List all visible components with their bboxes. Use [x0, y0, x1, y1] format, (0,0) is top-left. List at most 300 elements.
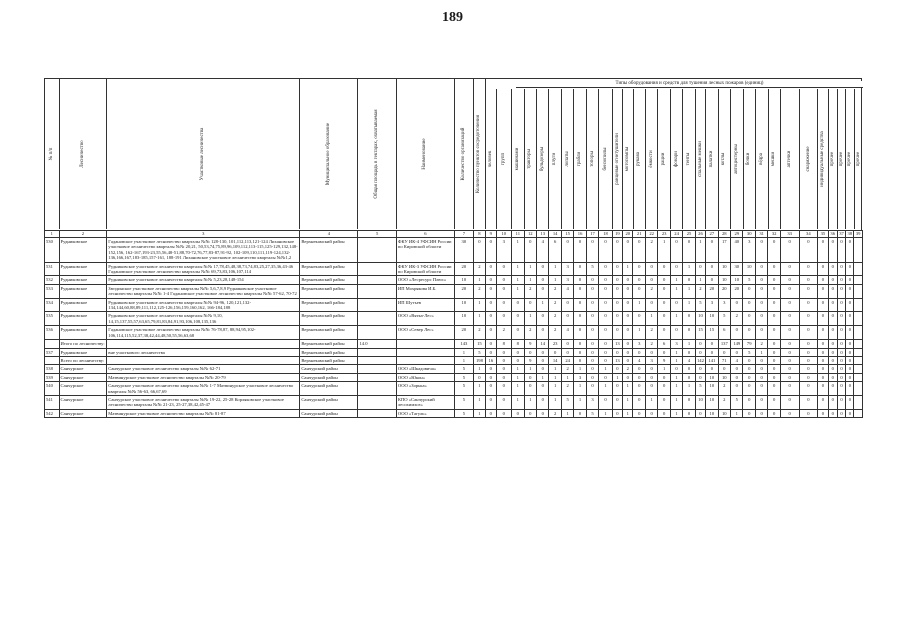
value-cell: 0 — [755, 326, 767, 340]
column-header-label: прочее — [829, 151, 835, 167]
value-cell — [854, 395, 862, 409]
column-header — [60, 79, 108, 229]
value-cell: 0 — [612, 238, 622, 263]
value-cell: 0 — [586, 348, 598, 356]
value-cell: 0 — [486, 382, 496, 396]
area — [358, 262, 396, 276]
value-cell: 1 — [455, 356, 474, 364]
column-header-label: топоры — [589, 151, 595, 167]
value-cell: 0 — [837, 365, 845, 373]
value-cell: 10 — [695, 395, 705, 409]
value-cell: 0 — [818, 356, 828, 364]
column-index: 23 — [658, 231, 670, 238]
column-index: 3 — [107, 231, 300, 238]
value-cell: 0 — [586, 340, 598, 348]
value-cell: 0 — [536, 312, 548, 326]
table-row — [45, 238, 863, 263]
value-cell: 0 — [658, 298, 670, 312]
value-cell: 0 — [524, 348, 536, 356]
value-cell: 0 — [818, 409, 828, 417]
area — [358, 348, 396, 356]
organization: КПО «Санчурский лесохимхоз» — [396, 395, 454, 409]
area: 14.0 — [358, 340, 396, 348]
value-cell: 0 — [586, 284, 598, 298]
column-header-label: прочее — [838, 151, 844, 167]
row-number: 538 — [45, 365, 60, 373]
forestry-name: Рудниковское — [59, 276, 107, 284]
value-cell: 0 — [706, 365, 718, 373]
value-cell: 0 — [846, 276, 854, 284]
value-cell: 0 — [828, 298, 837, 312]
value-cell: 10 — [706, 409, 718, 417]
value-cell: 5 — [455, 409, 474, 417]
value-cell: 3 — [645, 356, 657, 364]
column-index: 26 — [695, 231, 705, 238]
value-cell: 0 — [706, 238, 718, 263]
value-cell: 0 — [768, 298, 780, 312]
value-cell — [854, 373, 862, 381]
value-cell: 30 — [455, 238, 474, 263]
value-cell: 0 — [846, 382, 854, 396]
value-cell: 149 — [731, 340, 743, 348]
value-cell: 0 — [574, 340, 586, 348]
value-cell: 0 — [670, 298, 682, 312]
value-cell: 0 — [486, 395, 496, 409]
value-cell: 0 — [828, 409, 837, 417]
value-cell: 2 — [496, 326, 512, 340]
value-cell: 0 — [599, 348, 612, 356]
value-cell: 0 — [599, 395, 612, 409]
column-index: 20 — [623, 231, 633, 238]
value-cell: 0 — [612, 326, 622, 340]
value-cell: 0 — [633, 262, 645, 276]
column-index: 39 — [855, 231, 861, 236]
value-cell: 0 — [496, 395, 512, 409]
value-cell: 2 — [695, 284, 705, 298]
value-cell: 1 — [549, 276, 561, 284]
column-header-label: Участковые лесничества — [200, 127, 206, 181]
value-cell: 0 — [536, 262, 548, 276]
value-cell: 0 — [586, 373, 598, 381]
value-cell: 0 — [586, 382, 598, 396]
value-cell: 0 — [706, 276, 718, 284]
column-header-label: грабли — [577, 151, 583, 167]
column-header — [537, 89, 549, 229]
value-cell: 1 — [695, 238, 705, 263]
value-cell: 0 — [828, 373, 837, 381]
value-cell: 0 — [612, 395, 622, 409]
value-cell: 30 — [731, 262, 743, 276]
value-cell: 0 — [755, 284, 767, 298]
forest-districts — [107, 340, 300, 348]
value-cell: 1 — [670, 409, 682, 417]
column-index-row — [45, 231, 863, 238]
column-header-label: спальные мешки — [697, 141, 703, 177]
value-cell: 1 — [512, 262, 524, 276]
column-header — [512, 89, 524, 229]
value-cell: 1 — [512, 395, 524, 409]
forest-districts: Матвинурское участковое лесничество кварталы №№ 20-79 — [107, 373, 300, 381]
forest-districts: Зюздинское участковое лесничество кварталы №№ 5,6,7,8,9 Рудниковское участковое лесничество кварталы №№ 1-4 Гадановское участковое лесничество кварталы №№ 57-62, 70-72 — [107, 284, 300, 298]
table-header — [44, 78, 862, 230]
column-index: 7 — [455, 231, 474, 238]
value-cell: 0 — [818, 395, 828, 409]
value-cell — [854, 409, 862, 417]
value-cell: 0 — [496, 382, 512, 396]
column-header-label: фонари — [673, 151, 679, 167]
value-cell: 0 — [828, 356, 837, 364]
value-cell: 0 — [536, 382, 548, 396]
value-cell: 0 — [743, 409, 755, 417]
value-cell: 6 — [549, 238, 561, 263]
value-cell: 0 — [780, 262, 799, 276]
value-cell: 1 — [623, 382, 633, 396]
table-row — [45, 409, 863, 417]
value-cell: 0 — [828, 284, 837, 298]
value-cell: 0 — [683, 238, 695, 263]
value-cell — [854, 298, 862, 312]
value-cell: 2 — [645, 284, 657, 298]
value-cell: 20 — [455, 326, 474, 340]
value-cell: 6 — [718, 326, 730, 340]
value-cell: 0 — [768, 312, 780, 326]
value-cell — [854, 348, 862, 356]
value-cell — [854, 262, 862, 276]
value-cell: 2 — [473, 262, 485, 276]
value-cell: 1 — [645, 312, 657, 326]
value-cell: 0 — [768, 365, 780, 373]
value-cell: 16 — [486, 356, 496, 364]
value-cell: 1 — [561, 409, 573, 417]
value-cell: 71 — [718, 356, 730, 364]
page-number: 189 — [442, 10, 463, 25]
value-cell: 0 — [837, 298, 845, 312]
value-cell: 0 — [486, 348, 496, 356]
value-cell: 0 — [536, 365, 548, 373]
value-cell: 0 — [683, 373, 695, 381]
column-index: 1 — [45, 231, 60, 238]
forest-districts: Гадановское участковое лесничество кварталы №№ 128-130, 101,112,113,121-124 Лихановское участковое лесничество кварталы №№ 20,21, 50,53,74,75,89,96,109,112,113-115,125-129,132,148-152,156, 162-167,193-23,55,56,48-51,88,70-72,76,77,83-87,91-92, 102-109,110,111,119-124,132-136,166,167,183-185,157-161, 188-191 Лихановское участковое лесничество кварталы №№1,2 — [107, 238, 300, 263]
value-cell — [854, 382, 862, 396]
value-cell: 0 — [828, 276, 837, 284]
column-index: 28 — [718, 231, 730, 238]
value-cell: 0 — [695, 409, 705, 417]
forest-districts: Рудниковское участковое лесничество кварталы №№ 17,78,45,48,38,73,74,83,25,27,35,36,43-46 Гадановское участковое лесничество кварталы №№ 69,73,83,106,107,114 — [107, 262, 300, 276]
value-cell: 0 — [799, 262, 818, 276]
column-index: 30 — [743, 231, 755, 238]
value-cell: 0 — [743, 312, 755, 326]
value-cell: 0 — [846, 373, 854, 381]
value-cell: 1 — [623, 395, 633, 409]
value-cell: 0 — [768, 238, 780, 263]
value-cell: 0 — [645, 262, 657, 276]
value-cell: 0 — [612, 409, 622, 417]
value-cell: 1 — [512, 365, 524, 373]
value-cell: 6 — [658, 340, 670, 348]
municipality: Санчурский район — [300, 373, 358, 381]
table-row — [45, 276, 863, 284]
forest-districts — [107, 356, 300, 364]
value-cell: 0 — [818, 348, 828, 356]
value-cell: 0 — [623, 238, 633, 263]
column-header — [623, 89, 633, 229]
organization: ИП Мохрякова И.Б. — [396, 284, 454, 298]
value-cell: 1 — [455, 348, 474, 356]
value-cell: 0 — [837, 326, 845, 340]
value-cell: 2 — [755, 340, 767, 348]
column-index: 37 — [839, 231, 844, 236]
column-header — [731, 89, 743, 229]
value-cell: 23 — [549, 340, 561, 348]
value-cell: 3 — [670, 340, 682, 348]
value-cell: 0 — [658, 348, 670, 356]
value-cell: 0 — [612, 262, 622, 276]
value-cell: 2 — [731, 312, 743, 326]
value-cell: 0 — [818, 326, 828, 340]
value-cell: 0 — [768, 409, 780, 417]
value-cell: 0 — [512, 326, 524, 340]
value-cell: 0 — [768, 382, 780, 396]
value-cell: 1 — [549, 373, 561, 381]
table-row — [45, 312, 863, 326]
column-header — [397, 79, 455, 229]
forestry-name: Санчурское — [59, 409, 107, 417]
column-header — [497, 89, 513, 229]
column-header-label: человек — [487, 150, 493, 168]
municipality: Верхнекамский район — [300, 340, 358, 348]
value-cell: 0 — [586, 298, 598, 312]
column-header-label: машинами — [514, 147, 520, 171]
value-cell: 1 — [574, 395, 586, 409]
value-cell: 4 — [561, 284, 573, 298]
value-cell: 0 — [486, 365, 496, 373]
value-cell: 0 — [780, 312, 799, 326]
value-cell: 1 — [695, 276, 705, 284]
column-index: 24 — [670, 231, 682, 238]
value-cell: 0 — [496, 365, 512, 373]
value-cell: 79 — [743, 340, 755, 348]
column-header — [829, 89, 838, 229]
value-cell: 1 — [670, 312, 682, 326]
value-cell: 0 — [743, 395, 755, 409]
value-cell: 1 — [599, 409, 612, 417]
value-cell: 0 — [780, 326, 799, 340]
column-header-label: № п/п — [48, 147, 54, 161]
value-cell: 0 — [612, 276, 622, 284]
value-cell: 5 — [731, 395, 743, 409]
value-cell: 0 — [683, 312, 695, 326]
municipality: Санчурский район — [300, 395, 358, 409]
forest-districts: Санчурское участковое лесничество кварталы №№ 19-22, 25-28 Корляковское участковое лесничество кварталы №№ 21-23, 25-27,38,42,45-47 — [107, 395, 300, 409]
column-header — [671, 89, 683, 229]
value-cell: 3 — [561, 276, 573, 284]
value-cell: 20 — [706, 284, 718, 298]
column-header-label: бензопилы — [602, 147, 608, 171]
value-cell: 0 — [496, 284, 512, 298]
column-header-label: автоцистерны — [733, 144, 739, 174]
value-cell: 0 — [683, 326, 695, 340]
column-header-label: прочее — [855, 151, 861, 167]
value-cell — [854, 238, 862, 263]
value-cell: 0 — [612, 348, 622, 356]
column-index: 5 — [358, 231, 396, 238]
value-cell: 0 — [695, 262, 705, 276]
value-cell: 0 — [695, 373, 705, 381]
column-header — [744, 89, 756, 229]
value-cell: 0 — [612, 298, 622, 312]
forest-districts: Санчурское участковое лесничество кварталы №№ 1-7 Матвинурское участковое лесничество кварталы №№ 56-63, 66,67,69 — [107, 382, 300, 396]
column-index: 22 — [645, 231, 657, 238]
value-cell: 0 — [743, 356, 755, 364]
value-cell: 1 — [731, 409, 743, 417]
value-cell: 0 — [524, 298, 536, 312]
value-cell: 0 — [683, 365, 695, 373]
value-cell: 1 — [683, 262, 695, 276]
column-header — [45, 79, 60, 229]
row-number: 532 — [45, 276, 60, 284]
value-cell: 0 — [645, 409, 657, 417]
column-index: 19 — [612, 231, 622, 238]
value-cell: 0 — [599, 284, 612, 298]
area — [358, 238, 396, 263]
value-cell: 0 — [524, 373, 536, 381]
value-cell: 0 — [473, 238, 485, 263]
value-cell: 0 — [846, 298, 854, 312]
table-row — [45, 284, 863, 298]
forest-districts: Гадановское участковое лесничество кварталы №№ 76-78,87, 88,94,95,102-106,114,115,52,37,38,42,44,48,50,55,56,63,68 — [107, 326, 300, 340]
value-cell: 0 — [633, 348, 645, 356]
value-cell: 0 — [706, 340, 718, 348]
value-cell: 0 — [799, 326, 818, 340]
municipality: Верхнекамский район — [300, 284, 358, 298]
value-cell: 1 — [633, 326, 645, 340]
value-cell: 15 — [706, 326, 718, 340]
value-cell: 0 — [799, 238, 818, 263]
value-cell: 0 — [743, 373, 755, 381]
value-cell: 1 — [683, 340, 695, 348]
value-cell: 0 — [837, 409, 845, 417]
value-cell: 1 — [536, 298, 548, 312]
value-cell: 0 — [731, 365, 743, 373]
forest-districts: Рудниковское участковое лесничество кварталы №№ 94-96, 120,121,132-134,144,60,88,89,111,112,125-126,156,159,160,162, 166-184,188 — [107, 298, 300, 312]
value-cell: 0 — [512, 312, 524, 326]
value-cell: 0 — [755, 298, 767, 312]
value-cell: 0 — [818, 284, 828, 298]
value-cell: 24 — [561, 356, 573, 364]
value-cell: 0 — [683, 348, 695, 356]
value-cell: 0 — [586, 312, 598, 326]
column-header-label: ранцевые огнетушители — [614, 133, 620, 185]
table-row — [45, 298, 863, 312]
value-cell: 1 — [536, 373, 548, 381]
row-number: 531 — [45, 262, 60, 276]
value-cell: 3 — [718, 298, 730, 312]
value-cell: 1 — [473, 409, 485, 417]
value-cell: 0 — [486, 284, 496, 298]
value-cell: 0 — [561, 340, 573, 348]
value-cell: 0 — [524, 238, 536, 263]
value-cell: 141 — [706, 356, 718, 364]
value-cell: 0 — [486, 326, 496, 340]
value-cell: 0 — [599, 340, 612, 348]
value-cell: 1 — [473, 312, 485, 326]
value-cell: 1 — [599, 382, 612, 396]
value-cell: 0 — [496, 356, 512, 364]
value-cell: 10 — [743, 262, 755, 276]
value-cell: 0 — [512, 409, 524, 417]
value-cell: 0 — [633, 238, 645, 263]
value-cell: 137 — [718, 340, 730, 348]
column-header — [587, 89, 599, 229]
value-cell: 10 — [455, 276, 474, 284]
column-header-label: рации — [661, 152, 667, 166]
row-number — [45, 340, 60, 348]
value-cell: 9 — [524, 356, 536, 364]
value-cell: 10 — [718, 409, 730, 417]
value-cell: 1 — [683, 298, 695, 312]
value-cell: 1 — [670, 276, 682, 284]
value-cell: 1 — [670, 395, 682, 409]
value-cell: 0 — [486, 373, 496, 381]
value-cell: 2 — [549, 326, 561, 340]
value-cell: 0 — [846, 365, 854, 373]
value-cell: 13 — [612, 356, 622, 364]
value-cell: 0 — [574, 356, 586, 364]
value-cell: 0 — [799, 276, 818, 284]
value-cell: 0 — [623, 276, 633, 284]
value-cell: 0 — [683, 395, 695, 409]
value-cell: 3 — [706, 298, 718, 312]
value-cell: 0 — [623, 326, 633, 340]
forestry-name: Рудниковское — [59, 348, 107, 356]
value-cell: 0 — [818, 365, 828, 373]
column-index: 12 — [524, 231, 536, 238]
value-cell: 0 — [658, 373, 670, 381]
value-cell: 5 — [455, 382, 474, 396]
municipality: Верхнекамский район — [300, 312, 358, 326]
value-cell: 0 — [818, 298, 828, 312]
column-header — [525, 89, 537, 229]
row-number: 541 — [45, 395, 60, 409]
value-cell: 4 — [731, 356, 743, 364]
value-cell: 0 — [818, 373, 828, 381]
value-cell — [854, 284, 862, 298]
column-header-label: прочее — [847, 151, 853, 167]
value-cell: 5 — [473, 348, 485, 356]
column-header-label: вёдра — [758, 153, 764, 165]
area — [358, 356, 396, 364]
value-cell: 1 — [524, 262, 536, 276]
value-cell: 0 — [574, 326, 586, 340]
value-cell: 10 — [706, 312, 718, 326]
table-row — [45, 340, 863, 348]
value-cell: 0 — [768, 356, 780, 364]
value-cell: 1 — [623, 409, 633, 417]
value-cell: 2 — [623, 365, 633, 373]
column-index: 8 — [473, 231, 485, 238]
value-cell: 0 — [846, 284, 854, 298]
value-cell: 0 — [780, 284, 799, 298]
value-cell: 143 — [455, 340, 474, 348]
value-cell: 0 — [586, 326, 598, 340]
value-cell: 2 — [561, 382, 573, 396]
value-cell: 5 — [561, 395, 573, 409]
column-header-label: тенты — [686, 152, 692, 166]
value-cell: 5 — [586, 262, 598, 276]
value-cell: 0 — [818, 382, 828, 396]
value-cell: 1 — [683, 284, 695, 298]
row-number: 540 — [45, 382, 60, 396]
